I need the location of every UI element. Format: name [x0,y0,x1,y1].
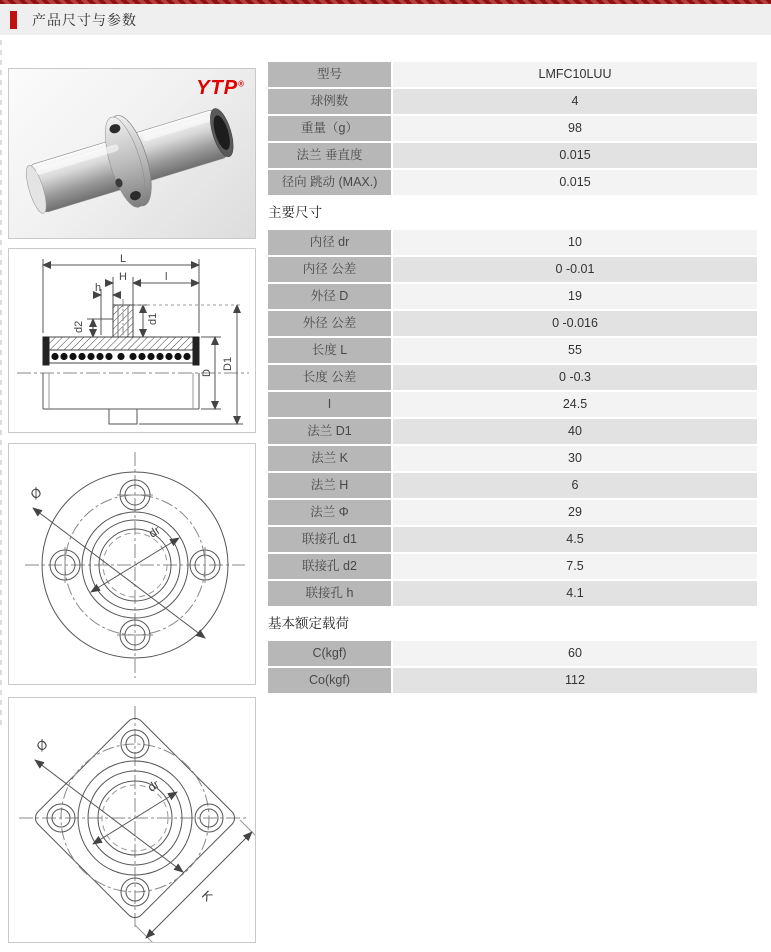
page-title: 产品尺寸与参数 [32,11,137,28]
square-flange-drawing [9,698,255,942]
load-ratings-table [268,641,757,693]
spec-value: 29 [393,500,757,525]
spec-value: 0.015 [393,170,757,195]
spec-label: 法兰 K [268,446,391,471]
dia-symbol-label: Ø [33,736,51,755]
spec-value: LMFC10LUU [393,62,757,87]
dr-label: dr [146,523,163,541]
spec-label: 重量（g） [268,116,391,141]
table-row [268,500,757,525]
spec-label: 内径 dr [268,230,391,255]
spec-label: 球例数 [268,89,391,114]
round-flange-drawing [9,444,255,684]
table-row [268,473,757,498]
spec-label: I [268,392,391,417]
spec-label: 联接孔 h [268,581,391,606]
spec-value: 0 -0.01 [393,257,757,282]
spec-label: Co(kgf) [268,668,391,693]
side-section-drawing-panel [8,248,256,433]
spec-value: 24.5 [393,392,757,417]
spec-value: 30 [393,446,757,471]
spec-value: 60 [393,641,757,666]
table-row [268,338,757,363]
table-row [268,89,757,114]
dim-I-label: l [165,271,168,283]
spec-value: 55 [393,338,757,363]
spec-label: 法兰 Φ [268,500,391,525]
spec-label: 法兰 H [268,473,391,498]
spec-value: 7.5 [393,554,757,579]
spec-value: 0 -0.3 [393,365,757,390]
table-row [268,527,757,552]
spec-label: 径向 跳动 (MAX.) [268,170,391,195]
spec-value: 112 [393,668,757,693]
table-row [268,419,757,444]
table-row [268,365,757,390]
K-dimension-arrow [146,832,252,938]
spec-label: 型号 [268,62,391,87]
spec-value: 10 [393,230,757,255]
dim-D1-label: D1 [222,356,234,371]
dim-d1-label: d1 [147,312,159,325]
dim-H-label: H [119,271,127,283]
main-dimensions-table [268,230,757,606]
table-row [268,230,757,255]
page-edge-decoration [0,0,2,730]
spec-value: 6 [393,473,757,498]
spec-label: 法兰 垂直度 [268,143,391,168]
spec-label: 外径 公差 [268,311,391,336]
table-row [268,581,757,606]
spec-label: C(kgf) [268,641,391,666]
table-row [268,668,757,693]
table-row [268,641,757,666]
section-title-main-dimensions: 主要尺寸 [268,205,322,220]
dim-h-label: h [95,282,102,294]
spec-value: 98 [393,116,757,141]
spec-value: 0 -0.016 [393,311,757,336]
bearing-body [16,85,244,236]
seal-cap [193,337,199,365]
section-title-load-ratings: 基本额定载荷 [268,616,349,631]
table-row [268,143,757,168]
table-row [268,116,757,141]
table-row [268,284,757,309]
spec-label: 联接孔 d2 [268,554,391,579]
spec-label: 内径 公差 [268,257,391,282]
spec-value: 4 [393,89,757,114]
brand-logo-text: YTP [196,77,239,99]
spec-label: 长度 L [268,338,391,363]
dim-D-label: D [201,369,213,377]
K-label: K [198,887,216,905]
side-section-drawing [9,249,255,432]
table-row [268,392,757,417]
spec-label: 长度 公差 [268,365,391,390]
dim-L-label: L [120,253,127,265]
dr-label: dr [145,777,162,795]
spec-value: 4.5 [393,527,757,552]
dia-symbol-label: Ø [27,484,45,503]
table-row [268,170,757,195]
ball-row [51,353,190,360]
spec-label: 联接孔 d1 [268,527,391,552]
spec-value: 40 [393,419,757,444]
diameter-arrow [35,760,183,872]
seal-cap [43,337,49,365]
table-row [268,446,757,471]
page-header [0,4,771,35]
spec-label: 法兰 D1 [268,419,391,444]
red-accent-bar [10,11,17,29]
table-row [268,311,757,336]
model-spec-table [268,62,757,195]
spec-tables-column [268,62,757,695]
table-row [268,257,757,282]
table-row [268,554,757,579]
dim-d2-label: d2 [73,320,85,333]
spec-label: 外径 D [268,284,391,309]
registered-mark: ® [238,79,245,89]
product-photo-panel [8,68,256,239]
spec-value: 19 [393,284,757,309]
flange-lower-tab [109,409,137,424]
spec-value: 4.1 [393,581,757,606]
spec-value: 0.015 [393,143,757,168]
square-flange-drawing-panel [8,697,256,943]
table-row [268,62,757,87]
round-flange-drawing-panel [8,443,256,685]
brand-logo [196,77,245,100]
